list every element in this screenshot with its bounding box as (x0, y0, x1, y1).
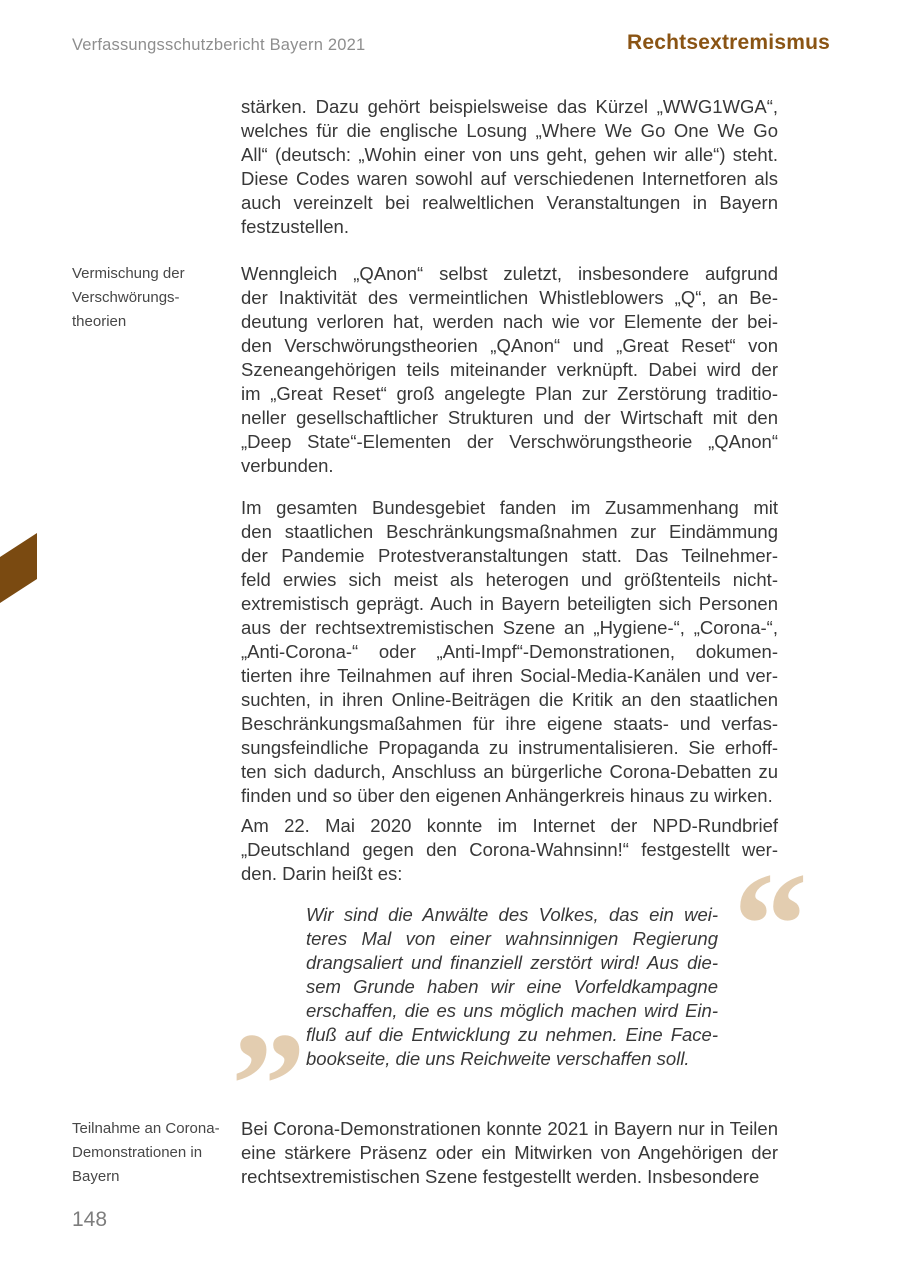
margin-note-teilnahme (72, 1117, 237, 1189)
report-title: Verfassungsschutzbericht Bayern 2021 (72, 36, 366, 54)
text-line: verbunden. (241, 455, 334, 476)
text-line: „Anti-Corona-“ oder „Anti-Impf“-Demonstrationen, dokumen- (241, 641, 778, 662)
text-line: fluß auf die Entwicklung zu nehmen. Eine Face- (306, 1024, 718, 1045)
text-line: Teilnahme an Corona- (72, 1120, 220, 1137)
text-line: Vermischung der (72, 265, 185, 282)
text-line: Diese Codes waren sowohl auf verschiedenen Internetforen als (241, 168, 778, 189)
text-line: drangsaliert und finanziell zerstört wird! Aus die- (306, 952, 718, 973)
margin-note-vermischung (72, 262, 237, 334)
text-line: feld erwies sich meist als heterogen und größtenteils nicht- (241, 569, 778, 590)
text-line: Szeneangehörigen teils miteinander verknüpft. Dabei wird der (241, 359, 778, 380)
text-line: stärken. Dazu gehört beispielsweise das Kürzel „WWG1WGA“, (241, 96, 778, 117)
text-line: den Verschwörungstheorien „QAnon“ und „Great Reset“ von (241, 335, 778, 356)
text-line: aus der rechtsextremistischen Szene an „Hygiene-“, „Corona-“, (241, 617, 778, 638)
text-line: Bei Corona-Demonstrationen konnte 2021 in Bayern nur in Teilen (241, 1118, 778, 1139)
text-line: Wenngleich „QAnon“ selbst zuletzt, insbesondere aufgrund (241, 263, 778, 284)
text-line: festzustellen. (241, 216, 349, 237)
text-line: Beschränkungsmaßahmen für ihre eigene staats- und verfas- (241, 713, 778, 734)
margin-accent-shape (0, 533, 37, 603)
text-line: Verschwörungs- (72, 289, 180, 306)
body-paragraph-npd-rundbrief (241, 814, 778, 886)
text-line: Wir sind die Anwälte des Volkes, das ein wei- (306, 904, 718, 925)
text-line: Im gesamten Bundesgebiet fanden im Zusammenhang mit (241, 497, 778, 518)
text-line: extremistisch geprägt. Auch in Bayern beteiligten sich Personen (241, 593, 778, 614)
text-line: bookseite, die uns Reichweite verschaffen soll. (306, 1048, 690, 1069)
text-line: den staatlichen Beschränkungsmaßnahmen zur Eindämmung (241, 521, 778, 542)
text-line: Am 22. Mai 2020 konnte im Internet der NPD-Rundbrief (241, 815, 778, 836)
text-line: tierten ihre Teilnahmen auf ihren Social-Media-Kanälen und ver- (241, 665, 778, 686)
text-line: auch vereinzelt bei realweltlichen Veranstaltungen in Bayern (241, 192, 778, 213)
text-line: deutung verloren hat, werden nach wie vor Elemente der bei- (241, 311, 778, 332)
text-line: welches für die englische Losung „Where We Go One We Go (241, 120, 778, 141)
text-line: rechtsextremistischen Szene festgestellt werden. Insbesondere (241, 1166, 760, 1187)
text-line: theorien (72, 313, 127, 330)
chapter-title: Rechtsextremismus (627, 31, 830, 54)
block-quote (306, 903, 718, 1071)
text-line: im „Great Reset“ groß angelegte Plan zur Zerstörung traditio- (241, 383, 778, 404)
text-line: suchten, in ihren Online-Beiträgen die Kritik an den staatlichen (241, 689, 778, 710)
text-line: All“ (deutsch: „Wohin einer von uns geht, gehen wir alle“) steht. (241, 144, 778, 165)
text-line: eine stärkere Präsenz oder ein Mitwirken von Angehörigen der (241, 1142, 778, 1163)
body-paragraph-codes (241, 95, 778, 239)
text-line: erschaffen, die es uns möglich machen wird Ein- (306, 1000, 718, 1021)
text-line: der Pandemie Protestveranstaltungen statt. Das Teilnehmer- (241, 545, 778, 566)
body-paragraph-proteste (241, 496, 778, 808)
close-quote-icon: ” (231, 1002, 306, 1168)
text-line: sem Grunde haben wir eine Vorfeldkampagne (306, 976, 718, 997)
text-line: der Inaktivität des vermeintlichen Whistleblowers „Q“, an Be- (241, 287, 778, 308)
text-line: „Deutschland gegen den Corona-Wahnsinn!“ festgestellt wer- (241, 839, 778, 860)
text-line: teres Mal von einer wahnsinnigen Regierung (306, 928, 718, 949)
text-line: ten sich dadurch, Anschluss an bürgerliche Corona-Debatten zu (241, 761, 778, 782)
text-line: „Deep State“-Elementen der Verschwörungstheorie „QAnon“ (241, 431, 778, 452)
body-paragraph-demos-bayern (241, 1117, 778, 1189)
page-number: 148 (72, 1208, 108, 1231)
text-line: den. Darin heißt es: (241, 863, 403, 884)
text-line: sungsfeindliche Propaganda zu instrumentalisieren. Sie erhoff- (241, 737, 778, 758)
body-paragraph-qanon (241, 262, 778, 478)
text-line: finden und so über den eigenen Anhängerkreis hinaus zu wirken. (241, 785, 773, 806)
text-line: Bayern (72, 1168, 120, 1185)
open-quote-icon: “ (733, 842, 808, 1008)
text-line: neller gesellschaftlicher Strukturen und der Wirtschaft mit den (241, 407, 778, 428)
text-line: Demonstrationen in (72, 1144, 203, 1161)
